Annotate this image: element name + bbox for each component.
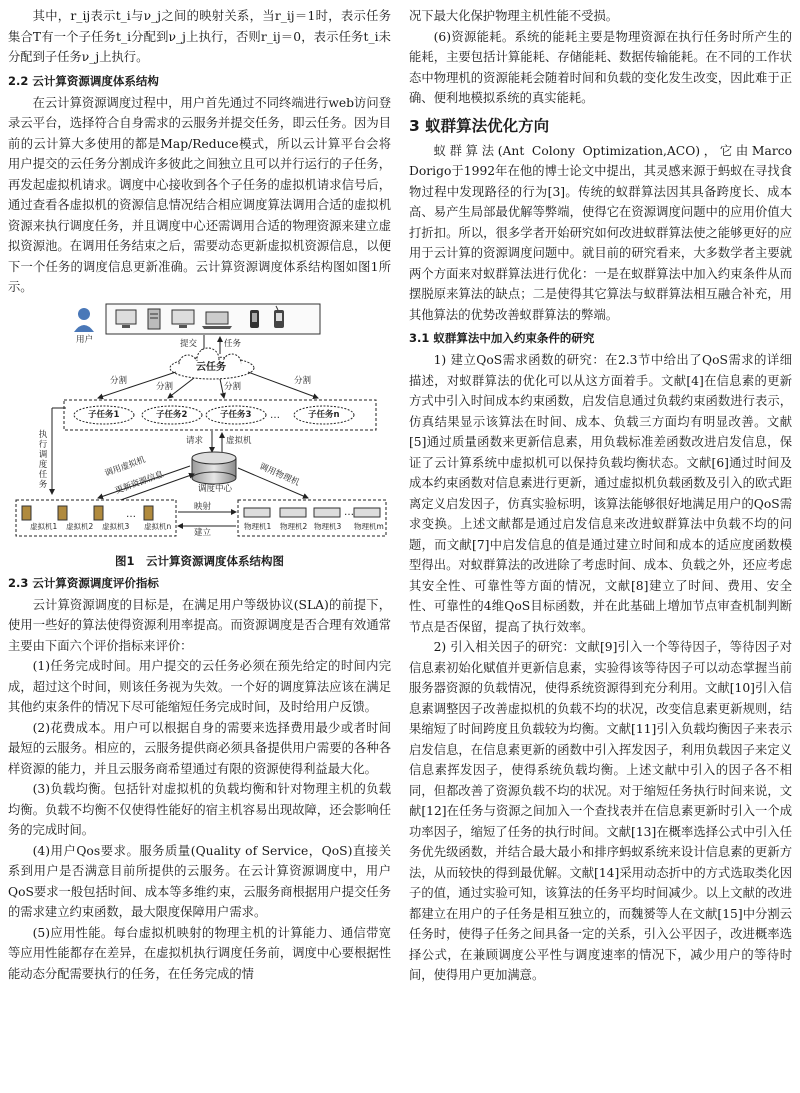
paragraph-item-3: (3)负载均衡。包括针对虚拟机的负载均衡和针对物理主机的负载均衡。负载不均衡不仅使得性能好的宿主机容易出现故障，还会影响任务的完成时间。 [8,782,391,837]
paragraph-item-1: (1)任务完成时间。用户提交的云任务必须在预先给定的时间内完成，超过这个时间，则该任务视为失效。一个好的调度算法应该在满足其他约束条件的情况下尽可能缩短任务完成时间，及时给用户反馈。 [8,659,391,714]
fig-label-vm: 虚拟机 [226,435,252,446]
fig-label-submit: 提交 [180,338,198,349]
fig-label-call-vm: 调用虚拟机 [103,454,147,479]
right-column [409,6,792,986]
section-heading-3: 3 蚁群算法优化方向 [409,116,550,135]
paragraph-mapping-definition: 其中，r_ij表示t_i与ν_j之间的映射关系，当r_ij＝1时，表示任务集合T有一个子任务t_i分配到ν_j上执行，否则r_ij＝0，表示任务t_i未分配到子任务ν_j上执行。 [8,9,391,64]
fig-label-build: 建立 [194,527,212,538]
fig-label-pm-2: 物理机2 [280,521,308,531]
fig-label-vm-n: 虚拟机n [144,521,172,531]
paragraph-item-5: (5)应用性能。每台虚拟机映射的物理主机的计算能力、通信带宽等应用性能都存在差异，在虚拟机执行调度任务前，调度中心要根据性能动态分配需要执行的任务，在任务完成的情 [8,925,391,981]
fig-label-pm-m: 物理机m [354,521,384,531]
fig-label-call-pm: 调用物理机 [257,461,301,488]
fig-label-task: 任务 [224,338,242,349]
fig-label-map: 映射 [194,501,212,512]
fig-label-pm-1: 物理机1 [244,521,272,531]
figure-1-architecture-diagram [8,302,391,550]
fig-label-subtask-1: 子任务1 [88,409,120,420]
svg-text:…: … [126,508,136,520]
fig-label-pm-3: 物理机3 [314,521,342,531]
fig-label-subtask-n: 子任务n [308,409,340,420]
fig-label-request: 请求 [186,435,204,446]
section-heading-2-2: 2.2 云计算资源调度体系结构 [8,73,159,88]
laptop-icon [202,312,232,329]
section-heading-3-1: 3.1 蚁群算法中加入约束条件的研究 [409,331,595,345]
paragraph-item-6: (6)资源能耗。系统的能耗主要是物理资源在执行任务时所产生的能耗，主要包括计算能耗、存储能耗、数据传输能耗。在不同的工作状态中物理机的资源能耗会随着时间和负载的变化发生改变，因此难于正确、便利地模拟系统的真实能耗。 [409,29,792,105]
paragraph-aco-intro: 蚁群算法(Ant Colony Optimization,ACO)，它由Marco Dorigo于1992年在他的博士论文中提出，其灵感来源于蚂蚁在寻找食物过程中发现路径的行为[3]。传统的蚁群算法因其具备跨度长、成本高、易产生局部最优解等弊端，使得它在资源调度问题中的应用价值大打折扣。所以，很多学者开始研究如何改进蚁群算法使之能够更好的应用于云计算的资源调度问题中。就目前的研究看来，大多数学者主要就两个方面来对蚁群算法进行优化：一是在蚁群算法中加入约束条件从而摆脱原来算法的缺点；二是使得其它算法与蚁群算法相互融合补充，用其他算法的优势改善蚁群算法的弊端。 [409,143,792,322]
fig-label-exec-schedule: 执行调度任务 [38,429,48,490]
fig-label-vm-3: 虚拟机3 [102,521,130,531]
paragraph-evaluation-intro: 云计算资源调度的目标是，在满足用户等级协议(SLA)的前提下，使用一些好的算法使得资源利用率提高。而资源调度是否合理有效通常主要由下面六个评价指标来评价： [8,597,391,653]
svg-text:…: … [270,409,280,421]
fig-label-vm-1: 虚拟机1 [30,521,58,531]
architecture-diagram-svg [8,302,391,550]
fig-label-split-4: 分割 [294,375,312,386]
fig-label-split-2: 分割 [156,381,174,392]
fig-label-split-3: 分割 [224,381,242,392]
fig-label-user: 用户 [76,334,94,345]
paragraph-item-2: (2)花费成本。用户可以根据自身的需要来选择费用最少或者时间最短的云服务。相应的，云服务提供商必须具备提供用户需要的各种各样资源的能力，并且云服务商希望通过有限的资源使得利益最大化。 [8,720,391,776]
fig-label-subtask-3: 子任务3 [220,409,252,420]
fig-label-update-info: 更新资源信息 [113,469,166,496]
fig-label-split-1: 分割 [110,375,128,386]
fig-label-subtask-2: 子任务2 [156,409,188,420]
paragraph-qos-function: 1) 建立QoS需求函数的研究：在2.3节中给出了QoS需求的详细描述，对蚁群算法的优化可以从这方面着手。文献[4]在信息素的更新方式中引入时间成本约束函数，启发信息通过负载约束函数进行表示，仿真结果显示该算法在时间、成本、负载三方面均有明显改善。文献[5]通过质量函数来更新信息素，用负载标准差函数改进启发信息，保证了云计算系统中虚拟机可以保持负载均衡状态。文献[6]通过时间及成本约束函数对信息素进行更新，通过虚拟机负载函数及引入的欧式距离定义启发因子，仿真实验标明，该算法能够很好地满足用户的QoS需求变换。上述文献都是通过启发信息来改进蚁群算法中负载不均的问题，而文献[7]中启发信息的值是通过建立时间和成本的适应度函数模型得出。对蚁群算法的改进除了考虑时间、成本、负载之外，还应考虑其安全性、可靠性等方面的情况，文献[8]建立了时间、费用、安全性、可靠性的4维QoS目标函数，并在此基础上增加节点审查机制判断节点是否保留，提高了执行效率。 [409,353,792,634]
paragraph-factors: 2) 引入相关因子的研究：文献[9]引入一个等待因子，等待因子对信息素初始化赋值并更新信息素，实验得该等待因子可以动态掌握当前服务器资源的负载情况，使得系统资源得到充分利用。文献[10]引入信息素调整因子改善虚拟机的负载不均的状况，改变信息素更新规则，结果缩短了时间跨度且负载较为均衡。文献[11]引入负载均衡因子来表示启发信息，在信息素更新的函数中引入挥发因子，利用负载因子来定义信息素挥发因子，使得系统负载均衡。上述文献中引入的因子各不相同，但都改善了资源负载不均的状况。对于缩短任务执行时间来说，文献[12]在任务与资源之间加入一个查找表并在信息素更新时引入一个成功率因子，缩短了任务的执行时间。文献[13]在概率选择公式中引入任务优先级函数，并结合最大最小和排序蚂蚁系统来设计信息素的更新方法，从而较快的得到最优解。文献[14]采用动态折中的方式选取类化因子的值，通过实验可知，该算法的任务平均时间减少。以上文献的改进都建立在用户的子任务是相互独立的，而魏赟等人在文献[15]中分割云任务时，使得子任务之间具备一定的关系，引入公平因子，改进概率选择公式，在兼顾调度公平性与调度速率的情况下，减少用户的等待时间，使得用户更加满意。 [409,640,792,982]
svg-text:…: … [344,506,354,518]
scheduling-center-cylinder [192,452,236,484]
left-column [8,6,391,984]
figure-1-caption: 图1 云计算资源调度体系结构图 [115,553,284,568]
user-icon [74,308,94,332]
fig-label-center: 调度中心 [198,483,233,494]
fig-label-cloud-task: 云任务 [196,361,226,373]
fig-label-vm-2: 虚拟机2 [66,521,94,531]
phone-icon [250,310,259,328]
section-heading-2-3: 2.3 云计算资源调度评价指标 [8,575,159,590]
paragraph-item-5-continued: 况下最大化保护物理主机性能不受损。 [409,9,619,23]
paragraph-architecture: 在云计算资源调度过程中，用户首先通过不同终端进行web访问登录云平台，选择符合自身需求的云服务并提交任务，即云任务。因为目前的云计算大多使用的都是Map/Reduce模式，所以云计算平台会将用户提交的云任务分割成许多彼此之间独立且可以并行运行的子任务，再发起虚拟机请求。调度中心接收到各个子任务的虚拟机请求信号后，通过查看各虚拟机的资源信息情况结合相应调度算法调用合适的虚拟机资源来执行调度任务，并且调度中心还需调用合适的物理资源来建立虚拟资源池。在调用任务结束之后，需要动态更新虚拟机资源信息，以便下一个任务的调度信息更新准确。云计算资源调度体系结构图如图1所示。 [8,95,391,294]
server-icon [148,309,160,329]
paragraph-item-4: (4)用户Qos要求。服务质量(Quality of Service，QoS)直接关系到用户是否满意目前所提供的云服务。在云计算资源调度中，用户QoS要求一般包括时间、成本等多维约束，云服务商根据用户提交任务的需求建立约束函数，最大限度保障用户需求。 [8,843,391,919]
